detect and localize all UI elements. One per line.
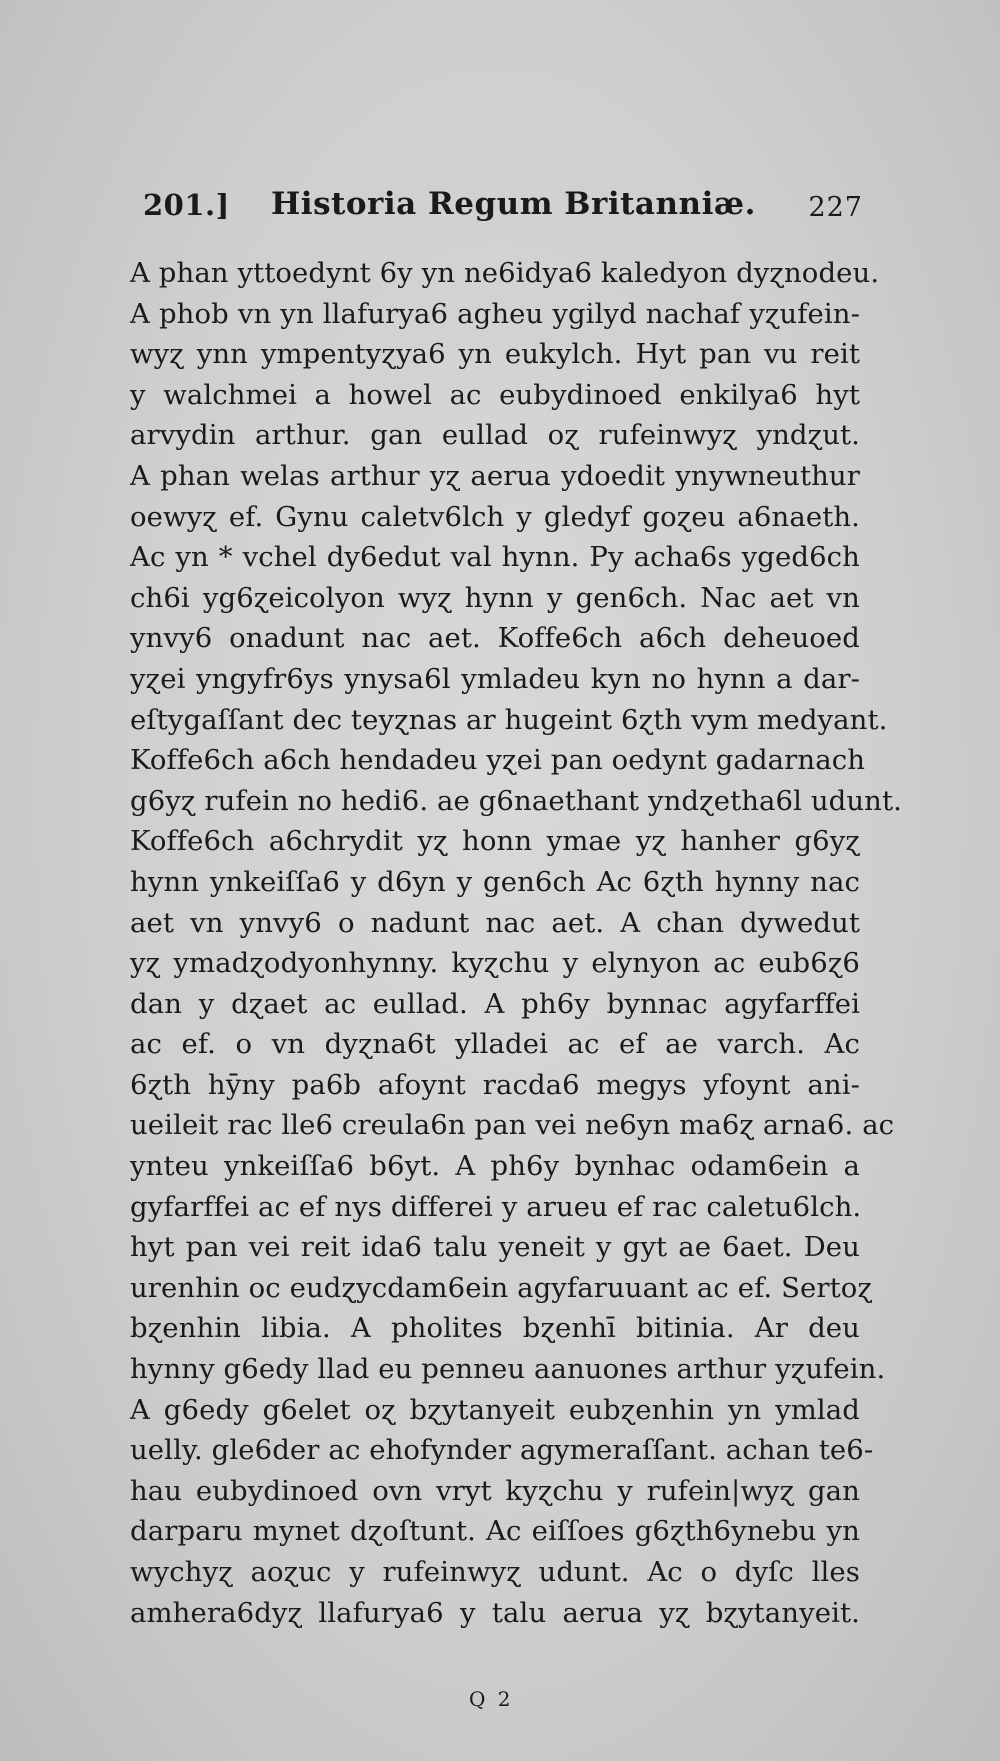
text-line: uelly. gle6der ac ehofynder agymeraſſant. achan te6-	[130, 1434, 874, 1467]
text-line: urenhin oc eudɀycdam6ein agyfaruuant ac ef. Sertoɀ	[130, 1271, 873, 1304]
chapter-number: 201.]	[143, 188, 230, 222]
text-line: A phob vn yn llafurya6 agheu ygilyd nachaf yɀufein-	[130, 297, 860, 330]
text-line: ueileit rac lle6 creula6n pan vei ne6yn ma6ɀ arna6. ac	[130, 1109, 895, 1142]
text-line: amhera6dyɀ llafurya6 y talu aerua yɀ bɀytanyeit.	[130, 1596, 860, 1629]
text-line: y walchmei a howel ac eubydinoed enkilya6 hyt	[130, 378, 860, 411]
text-line: darparu mynet dɀoſtunt. Ac eiſſoes g6ɀth6ynebu yn	[130, 1515, 860, 1548]
text-line: aet vn ynvy6 o nadunt nac aet. A chan dywedut	[130, 906, 860, 939]
text-line: hynny g6edy llad eu penneu aanuones arthur yɀufein.	[130, 1353, 886, 1386]
text-line: dan y dɀaet ac eullad. A ph6y bynnac agyfarffei	[130, 987, 860, 1020]
text-line: oewyɀ ef. Gynu caletv6lch y gledyf goɀeu a6naeth.	[130, 500, 860, 533]
text-line: hau eubydinoed ovn vryt kyɀchu y rufein|wyɀ gan	[130, 1474, 860, 1507]
text-line: Ac yn * vchel dy6edut val hynn. Py acha6s yged6ch	[130, 541, 860, 574]
text-line: yɀ ymadɀodyonhynny. kyɀchu y elynyon ac eub6ɀ6	[130, 947, 860, 980]
running-title: Historia Regum Britanniæ.	[271, 186, 756, 222]
text-line: ch6i yg6ɀeicolyon wyɀ hynn y gen6ch. Nac aet vn	[130, 581, 860, 614]
text-line: Koffe6ch a6chrydit yɀ honn ymae yɀ hanher g6yɀ	[130, 825, 860, 858]
text-line: wychyɀ aoɀuc y rufeinwyɀ udunt. Ac o dyſc lles	[130, 1556, 860, 1588]
text-line: arvydin arthur. gan eullad oɀ rufeinwyɀ yndɀut.	[130, 419, 860, 452]
text-line: hyt pan vei reit ida6 talu yeneit y gyt ae 6aet. Deu	[130, 1231, 860, 1264]
text-line: ynteu ynkeiſſa6 b6yt. A ph6y bynhac odam6ein a	[130, 1150, 860, 1183]
text-line: ynvy6 onadunt nac aet. Koffe6ch a6ch deheuoed	[130, 622, 860, 655]
text-line: yɀei yngyfr6ys ynysa6l ymladeu kyn no hynn a dar-	[130, 662, 860, 695]
text-line: ac ef. o vn dyɀna6t ylladei ac ef ae varch. Ac	[130, 1028, 860, 1061]
text-line: Koffe6ch a6ch hendadeu yɀei pan oedynt gadarnach	[130, 744, 866, 777]
text-line: A phan yttoedynt 6y yn ne6idya6 kaledyon dyɀnodeu.	[130, 257, 880, 289]
text-line: eſtygaſſant dec teyɀnas ar hugeint 6ɀth vym medyant.	[130, 703, 888, 736]
text-line: gyfarffei ac ef nys differei y arueu ef rac caletu6lch.	[130, 1190, 862, 1223]
text-line: A phan welas arthur yɀ aerua ydoedit ynywneuthur	[130, 459, 860, 492]
text-line: 6ɀth hȳny pa6b afoynt racda6 megys yfoynt ani-	[130, 1068, 860, 1101]
text-line: bɀenhin libia. A pholites bɀenhī bitinia. Ar deu	[130, 1312, 860, 1345]
page-number: 227	[808, 192, 863, 223]
text-line: hynn ynkeiſſa6 y d6yn y gen6ch Ac 6ɀth hynny nac	[130, 865, 860, 898]
signature-mark: Q 2	[469, 1687, 514, 1711]
text-line: A g6edy g6elet oɀ bɀytanyeit eubɀenhin yn ymlad	[130, 1393, 860, 1426]
text-line: wyɀ ynn ympentyɀya6 yn eukylch. Hyt pan vu reit	[130, 338, 860, 371]
body-text	[130, 253, 902, 1633]
text-line: g6yɀ rufein no hedi6. ae g6naethant yndɀetha6l udunt.	[130, 784, 902, 817]
running-header	[143, 188, 863, 238]
